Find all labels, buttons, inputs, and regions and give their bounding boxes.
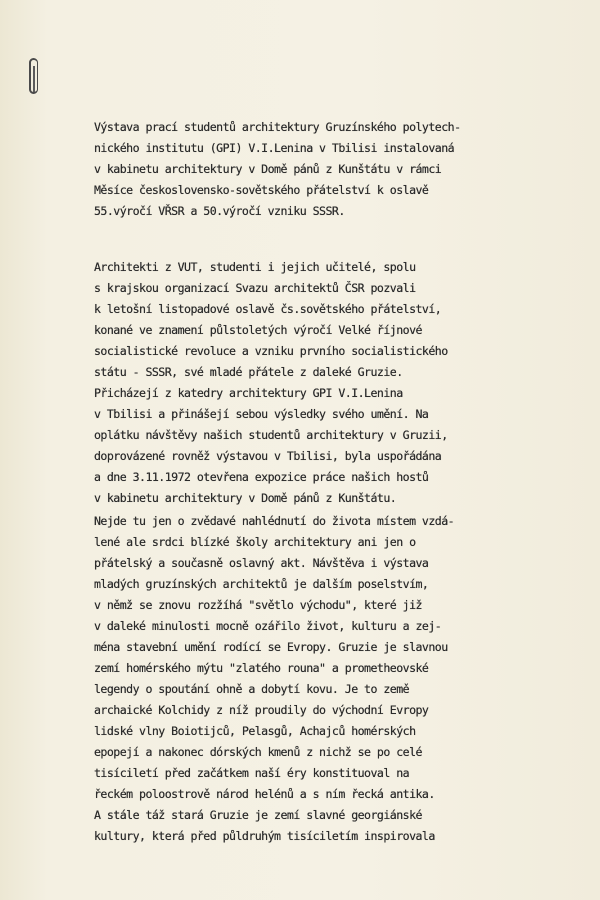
text-line: lené ale srdci blízké školy architektury ani jen o [94,535,416,549]
text-line: archaické Kolchidy z níž proudily do východní Evropy [94,703,429,717]
text-line: státu - SSSR, své mladé přátele z daleké Gruzie. [94,365,403,379]
text-line: socialistické revoluce a vzniku prvního socialistického [94,344,448,358]
text-line: v kabinetu architektury v Domě pánů z Kunštátu. [94,491,397,505]
text-line: Měsíce československo-sovětského přátelství k oslavě [94,183,429,197]
text-line: Nejde tu jen o zvědavé nahlédnutí do života místem vzdá- [94,514,455,528]
text-line: v daleké minulosti mocně ozářilo život, kulturu a zej- [94,619,442,633]
text-line: řeckém poloostrově národ helénů a s ním řecká antika. [94,787,435,801]
paragraph-exhibition-title [94,117,461,222]
text-line: zemí homérského mýtu "zlatého rouna" a prometheovské [94,661,429,675]
paragraph-invitation [94,257,448,509]
paragraph-georgia-history [94,511,454,847]
text-line: v Tbilisi a přinášejí sebou výsledky svého umění. Na [94,407,429,421]
text-line: Architekti z VUT, studenti i jejich učitelé, spolu [94,260,416,274]
text-line: oplátku návštěvy našich studentů architektury v Gruzii, [94,428,448,442]
paper-clip-icon [29,58,38,94]
text-line: v kabinetu architektury v Domě pánů z Kunštátu v rámci [94,162,442,176]
text-line: Výstava prací studentů architektury Gruzínského polytech- [94,120,461,134]
text-line: 55.výročí VŘSR a 50.výročí vzniku SSSR. [94,204,345,218]
text-line: tisíciletí před začátkem naší éry konstituoval na [94,766,410,780]
text-line: doprovázené rovněž výstavou v Tbilisi, byla uspořádána [94,449,442,463]
text-line: kultury, která před půldruhým tisíciletím inspirovala [94,829,435,843]
text-line: A stále táž stará Gruzie je zemí slavné georgiánské [94,808,422,822]
text-line: a dne 3.11.1972 otevřena expozice práce našich hostů [94,470,429,484]
text-line: legendy o spoutání ohně a dobytí kovu. Je to země [94,682,410,696]
text-line: přátelský a současně oslavný akt. Návštěva i výstava [94,556,429,570]
text-line: lidské vlny Boiotijců, Pelasgů, Achajců homérských [94,724,416,738]
text-line: v němž se znovu rozžíhá "světlo východu", které již [94,598,422,612]
text-line: Přicházejí z katedry architektury GPI V.I.Lenina [94,386,403,400]
text-line: ména stavební umění rodící se Evropy. Gruzie je slavnou [94,640,448,654]
text-line: epopejí a nakonec dórských kmenů z nichž se po celé [94,745,422,759]
text-line: mladých gruzínských architektů je dalším poselstvím, [94,577,429,591]
text-line: k letošní listopadové oslavě čs.sovětského přátelství, [94,302,442,316]
text-line: konané ve znamení půlstoletých výročí Velké říjnové [94,323,422,337]
text-line: s krajskou organizací Svazu architektů ČSR pozvali [94,281,416,295]
text-line: nického institutu (GPI) V.I.Lenina v Tbilisi instalovaná [94,141,455,155]
